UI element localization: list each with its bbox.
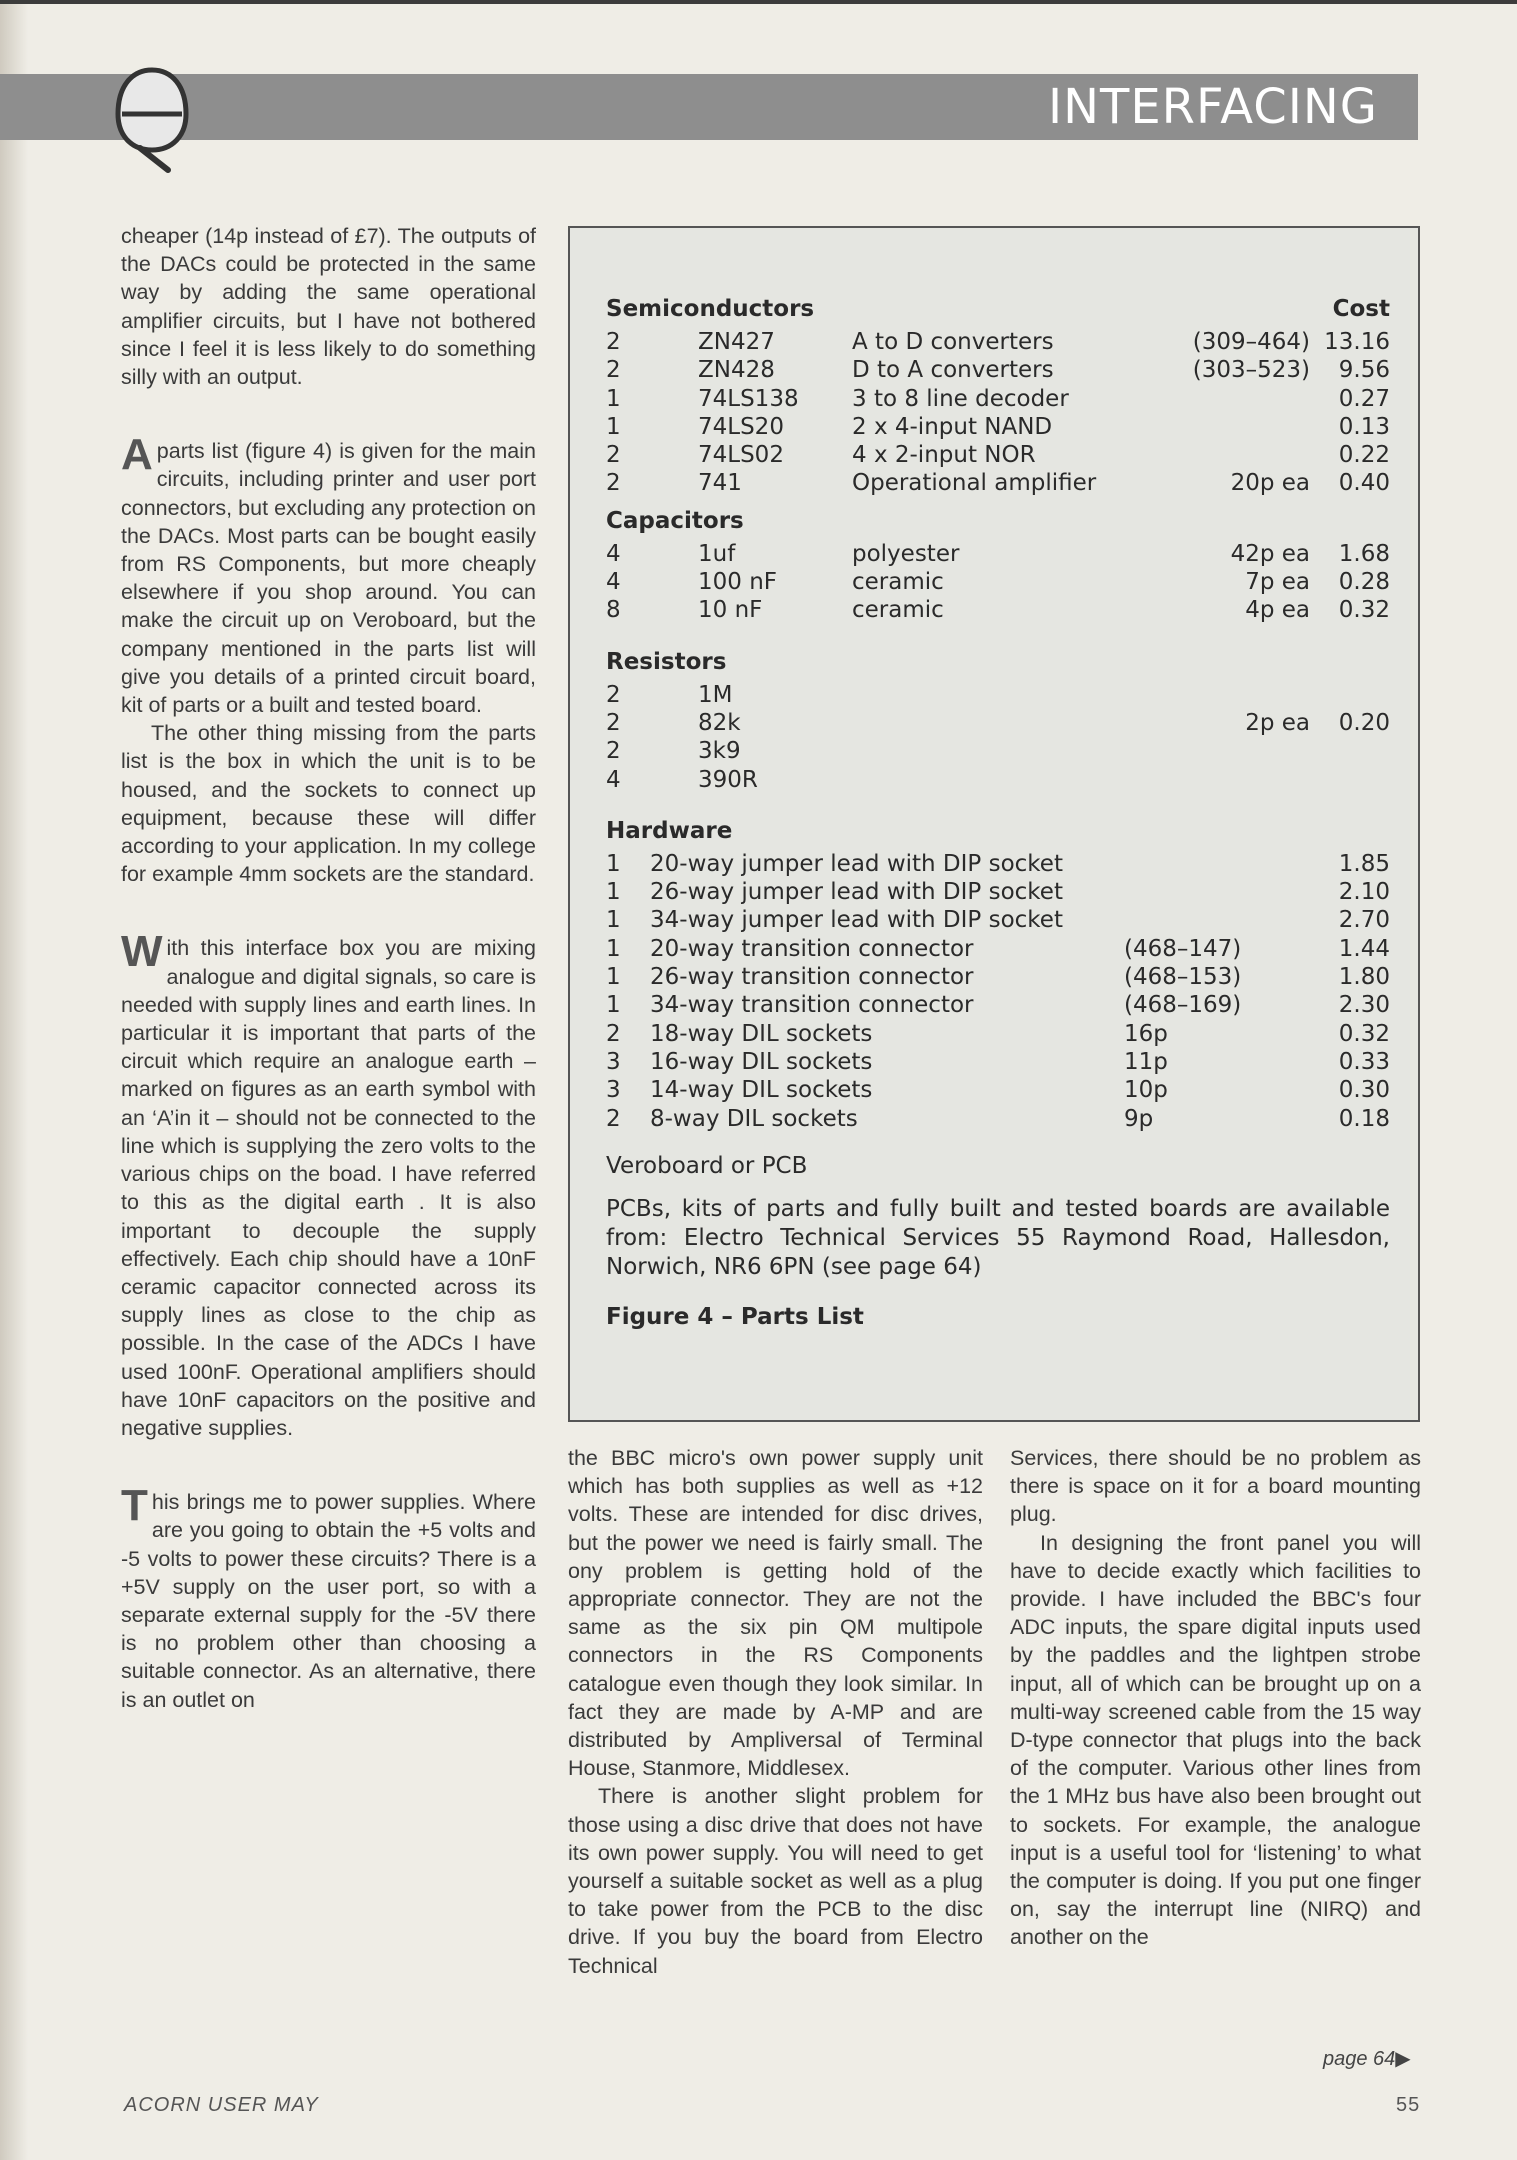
drop-cap: A [121,430,153,480]
parts-row [606,1048,1390,1076]
cost: 1.44 [1338,935,1390,962]
parts-row [606,1076,1390,1104]
desc: ceramic [852,569,944,596]
part: ZN428 [698,357,775,384]
footer-page-number: 55 [1396,2094,1421,2116]
cost: 0.13 [1338,413,1390,440]
parts-row [606,469,1390,497]
qty: 3 [606,1077,621,1104]
availability-note: PCBs, kits of parts and fully built and tested boards are available from: Electro Technical Services 55 Raymond Road, Hallesdon, Norwich, NR6 6PN (see page 64) [606,1195,1390,1280]
cost-header: Cost [1332,296,1390,322]
parts-row [606,906,1390,934]
cost: 0.33 [1338,1048,1390,1075]
parts-row [606,356,1390,384]
parts-list [606,286,1390,1332]
parts-row [606,737,1390,765]
cost: 1.80 [1338,964,1390,991]
desc: 20-way transition connector [650,935,974,962]
desc: Operational amplifier [852,470,1097,497]
qty: 3 [606,1048,621,1075]
desc: 20-way jumper lead with DIP socket [650,850,1063,877]
part: 74LS20 [698,413,784,440]
parts-row [606,1105,1390,1133]
page-gutter-shadow [0,0,28,2160]
footer-magazine: ACORN USER MAY [124,2094,319,2116]
cost: 13.16 [1324,329,1390,355]
code: 20p ea [1230,470,1310,497]
qty: 4 [606,766,621,793]
code: 7p ea [1245,569,1310,596]
section-banner [0,74,1418,140]
code: 16p [1124,1020,1168,1047]
qty: 2 [606,1105,621,1132]
parts-row [606,878,1390,906]
acorn-user-logo-icon [110,64,194,174]
desc: A to D converters [852,329,1054,355]
cost: 0.22 [1338,442,1390,469]
qty: 2 [606,470,621,497]
part: ZN427 [698,329,775,355]
qty: 2 [606,738,621,765]
desc: 4 x 2-input NOR [852,442,1036,469]
paragraph: In designing the front panel you will have to decide exactly which facilities to provide. I have included the BBC's four ADC inputs, the spare digital inputs used by the paddles and the lightpen strobe input, all of which can be brought up on a multi-way screened cable from the 15 way D-type connector that plugs into the back of the computer. Various other lines from the 1 MHz bus have also been brought out to sockets. For example, the analogue input is a useful tool for ‘listening’ to what the computer is doing. If you put one finger on, say the interrupt line (NIRQ) and another on the [1010,1530,1421,1950]
qty: 2 [606,357,621,384]
group-heading-semiconductors [606,290,1390,328]
qty: 1 [606,964,621,991]
cost: 0.32 [1338,597,1390,624]
play-arrow-icon: ▶ [1395,2048,1411,2070]
desc: 3 to 8 line decoder [852,385,1069,412]
part: 390R [698,766,758,793]
desc: 8-way DIL sockets [650,1105,858,1132]
drop-cap: T [121,1481,148,1531]
qty: 1 [606,992,621,1019]
group-title: Semiconductors [606,296,815,322]
cost: 2.10 [1338,879,1390,906]
qty: 1 [606,385,621,412]
parts-row [606,441,1390,469]
paragraph [121,1481,536,1714]
parts-row [606,385,1390,413]
desc: 14-way DIL sockets [650,1077,873,1104]
cost: 0.40 [1338,470,1390,497]
qty: 1 [606,935,621,962]
qty: 4 [606,540,621,567]
code: (309–464) [1192,329,1310,355]
desc: D to A converters [852,357,1054,384]
qty: 2 [606,329,621,355]
code: (468–153) [1124,964,1242,991]
paragraph-text: ith this interface box you are mixing analogue and digital signals, so care is needed with supply lines and earth lines. In particular it is important that parts of the circuit which require an analogue earth – marked on figures as an earth symbol with an ‘A’in it – should not be connected to the line which is supplying the zero volts to the various chips on the boad. I have referred to this as the digital earth . It is also important to decouple the supply effectively. Each chip should have a 10nF ceramic capacitor connected across its supply lines as close to the chip as possible. In the case of the ADCs I have used 100nF. Operational amplifiers should have 10nF capacitors on the positive and negative supplies. [121,936,536,1440]
parts-list-box [568,226,1420,1422]
qty: 4 [606,569,621,596]
code: 11p [1124,1048,1168,1075]
figure-caption: Figure 4 – Parts List [606,1303,864,1330]
paragraph: The other thing missing from the parts list is the box in which the unit is to be housed, and the sockets to connect up equipment, because these will differ according to your application. In my college for example 4mm sockets are the standard. [121,721,536,887]
part: 741 [698,470,742,497]
group-heading-capacitors: Capacitors [606,507,744,534]
cost: 0.32 [1338,1020,1390,1047]
section-title: INTERFACING [1047,79,1378,135]
continued-label: page 64 [1323,2048,1396,2070]
cost: 9.56 [1338,357,1390,384]
code: 2p ea [1245,709,1310,736]
parts-row [606,766,1390,794]
qty: 8 [606,597,621,624]
cost: 0.30 [1338,1077,1390,1104]
qty: 2 [606,1020,621,1047]
paragraph: Services, there should be no problem as there is space on it for a board mounting plug. [1010,1446,1421,1527]
desc: 18-way DIL sockets [650,1020,873,1047]
parts-row [606,991,1390,1019]
desc: ceramic [852,597,944,624]
part: 82k [698,709,741,736]
part: 74LS02 [698,442,784,469]
part: 100 nF [698,569,778,596]
code: 9p [1124,1105,1154,1132]
cost: 0.18 [1338,1105,1390,1132]
part: 3k9 [698,738,741,765]
cost: 2.30 [1338,992,1390,1019]
parts-row [606,540,1390,568]
desc: 26-way jumper lead with DIP socket [650,879,1063,906]
parts-row [606,568,1390,596]
code: 10p [1124,1077,1168,1104]
left-column [121,222,536,1714]
parts-row [606,850,1390,878]
desc: 34-way transition connector [650,992,974,1019]
parts-row [606,681,1390,709]
paragraph: cheaper (14p instead of £7). The outputs of the DACs could be protected in the same way by adding the same operational amplifier circuits, but I have not bothered since I feel it is less likely to do something silly with an output. [121,224,536,390]
cost: 0.28 [1338,569,1390,596]
desc: 2 x 4-input NAND [852,413,1053,440]
code: (468–169) [1124,992,1242,1019]
group-heading-resistors: Resistors [606,648,727,675]
qty: 2 [606,709,621,736]
paragraph-text: parts list (figure 4) is given for the main circuits, including printer and user port connectors, but excluding any protection on the DACs. Most parts can be bought easily from RS Components, but more cheaply elsewhere if you shop around. You can make the circuit up on Veroboard, but the company mentioned in the parts list will give you details of a printed circuit board, kit of parts or a built and tested board. [121,439,536,718]
desc: 26-way transition connector [650,964,974,991]
part: 74LS138 [698,385,799,412]
paragraph: the BBC micro's own power supply unit which has both supplies as well as +12 volts. These are intended for disc drives, but the power we need is fairly small. The ony problem is getting hold of the appropriate connector. They are not the same as the six pin QM multipole connectors in the RS Components catalogue even though they look similar. In fact they are made by A-MP and are distributed by Ampliversal of Terminal House, Stanmore, Middlesex. [568,1446,983,1781]
continued-reference[interactable] [1323,2046,1411,2071]
qty: 1 [606,413,621,440]
paragraph [121,927,536,1442]
parts-row [606,709,1390,737]
qty: 1 [606,907,621,934]
desc: 34-way jumper lead with DIP socket [650,907,1063,934]
code: 42p ea [1230,540,1310,567]
parts-row [606,413,1390,441]
code: (303–523) [1192,357,1310,384]
part: 1M [698,681,733,708]
paragraph [121,430,536,719]
qty: 2 [606,442,621,469]
top-rule [0,0,1517,4]
code: 4p ea [1245,597,1310,624]
parts-row [606,1020,1390,1048]
parts-row [606,935,1390,963]
qty: 1 [606,879,621,906]
right-column [1010,1444,1421,1952]
cost: 0.27 [1338,385,1390,412]
paragraph-text: his brings me to power supplies. Where are you going to obtain the +5 volts and -5 volts to power these circuits? There is a +5V supply on the user port, so with a separate external supply for the -5V there is no problem other than choosing a suitable connector. As an alternative, there is an outlet on [121,1490,536,1712]
cost: 0.20 [1338,709,1390,736]
middle-column [568,1444,983,1980]
veroboard-note: Veroboard or PCB [606,1152,808,1179]
desc: polyester [852,540,960,567]
cost: 1.85 [1338,850,1390,877]
desc: 16-way DIL sockets [650,1048,873,1075]
parts-row [606,328,1390,356]
code: (468–147) [1124,935,1242,962]
group-heading-hardware: Hardware [606,817,733,844]
part: 10 nF [698,597,763,624]
cost: 1.68 [1338,540,1390,567]
parts-row [606,596,1390,624]
cost: 2.70 [1338,907,1390,934]
qty: 2 [606,681,621,708]
paragraph: There is another slight problem for those using a disc drive that does not have its own power supply. You will need to get yourself a suitable socket as well as a plug to take power from the PCB to the disc drive. If you buy the board from Electro Technical [568,1784,983,1978]
drop-cap: W [121,927,163,977]
parts-row [606,963,1390,991]
part: 1uf [698,540,736,567]
qty: 1 [606,850,621,877]
